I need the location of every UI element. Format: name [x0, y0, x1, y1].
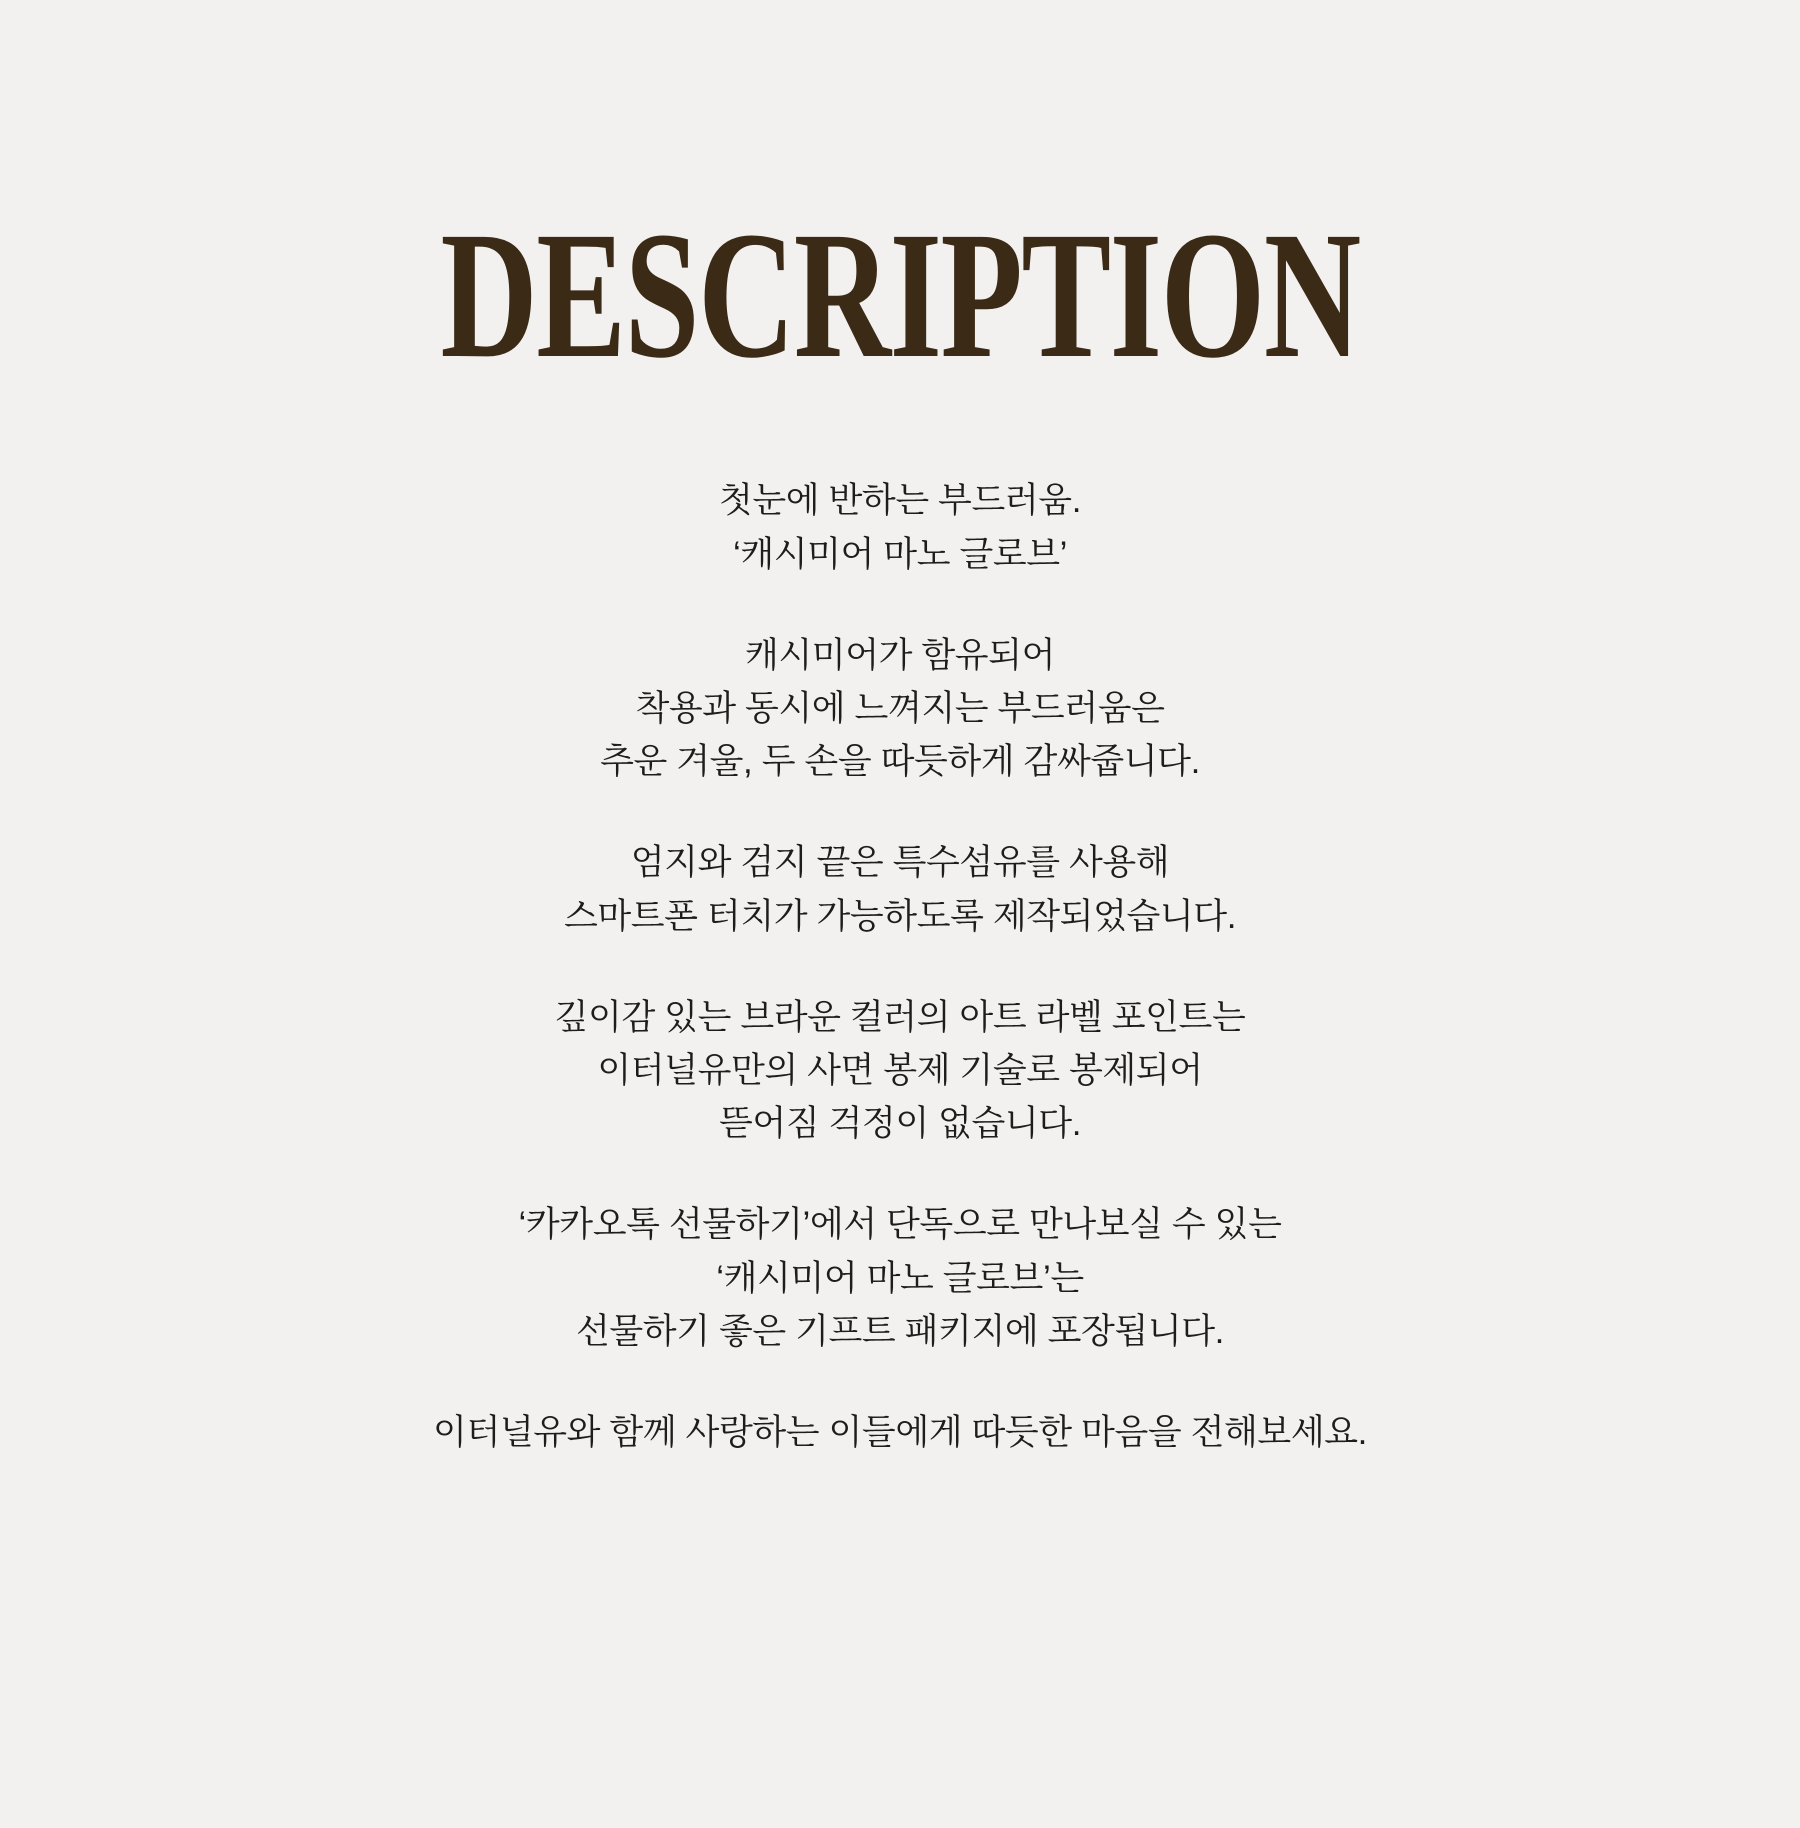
description-line: 엄지와 검지 끝은 특수섬유를 사용해	[630, 843, 1170, 883]
page-title: DESCRIPTION	[440, 195, 1360, 396]
description-paragraph-intro	[0, 474, 1800, 580]
description-line: 캐시미어가 함유되어	[744, 635, 1055, 675]
description-paragraph-closing	[0, 1406, 1800, 1459]
description-line: 선물하기 좋은 기프트 패키지에 포장됩니다.	[575, 1311, 1224, 1351]
description-line: ‘카카오톡 선물하기’에서 단독으로 만나보실 수 있는	[518, 1205, 1282, 1245]
description-line: 깊이감 있는 브라운 컬러의 아트 라벨 포인트는	[554, 997, 1246, 1037]
description-line: ‘캐시미어 마노 글로브’는	[716, 1258, 1084, 1298]
description-body	[0, 474, 1800, 1459]
description-paragraph-gift	[0, 1198, 1800, 1358]
description-line: 이터널유와 함께 사랑하는 이들에게 따듯한 마음을 전해보세요.	[433, 1412, 1367, 1452]
description-line: 추운 겨울, 두 손을 따듯하게 감싸줍니다.	[600, 742, 1200, 782]
page-title-container	[0, 0, 1800, 396]
description-line: ‘캐시미어 마노 글로브’	[732, 534, 1068, 574]
description-line: 스마트폰 터치가 가능하도록 제작되었습니다.	[563, 896, 1237, 936]
description-line: 이터널유만의 사면 봉제 기술로 봉제되어	[597, 1050, 1203, 1090]
description-paragraph-touch	[0, 836, 1800, 942]
description-paragraph-material	[0, 629, 1800, 789]
description-paragraph-label	[0, 991, 1800, 1151]
description-line: 착용과 동시에 느껴지는 부드러움은	[635, 689, 1165, 728]
description-line: 뜯어짐 걱정이 없습니다.	[718, 1104, 1082, 1144]
description-line: 첫눈에 반하는 부드러움.	[718, 481, 1082, 521]
